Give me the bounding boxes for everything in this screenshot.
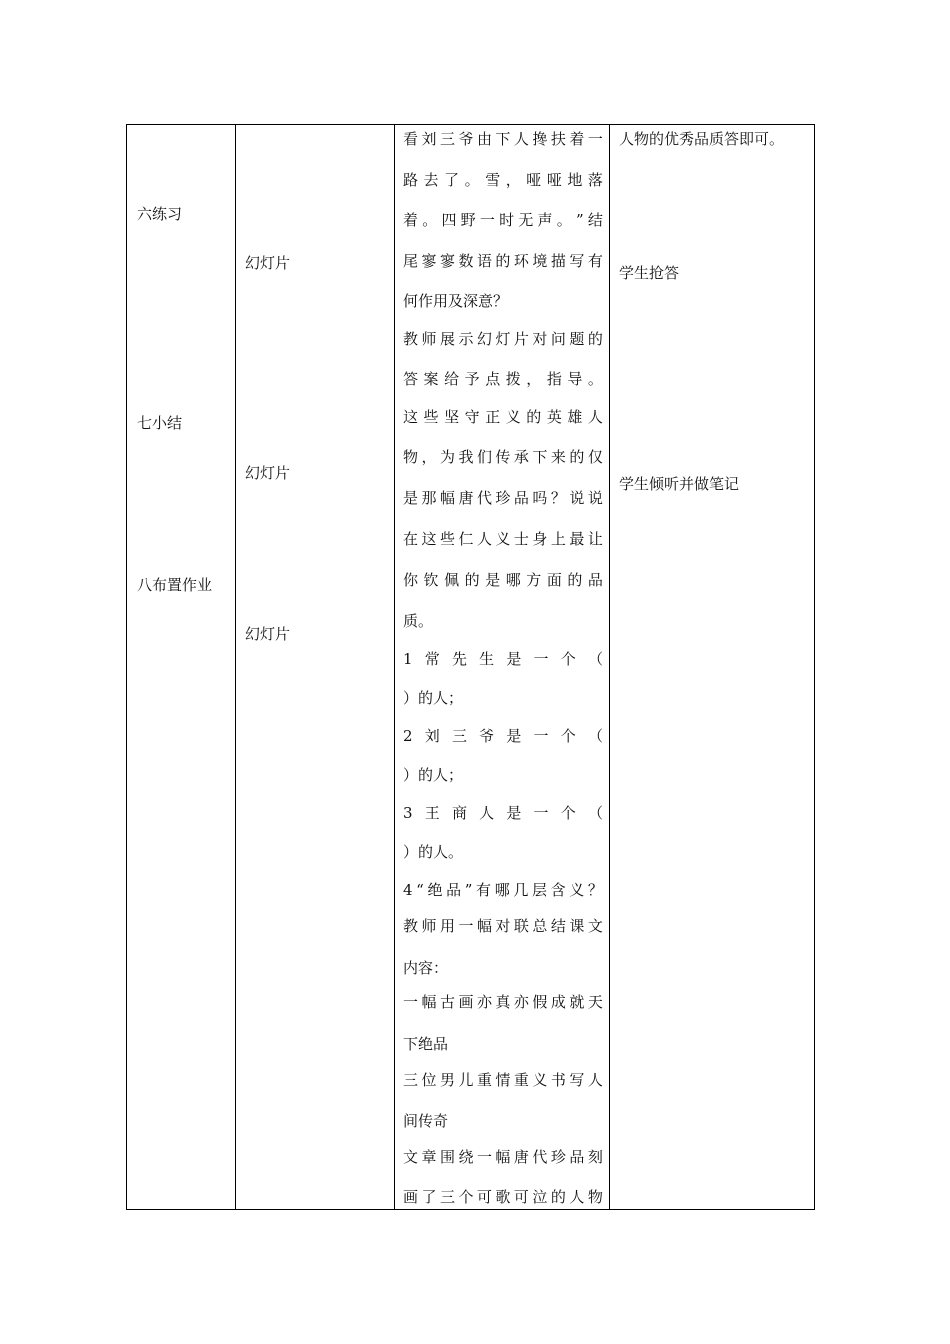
content-line: ）的人。 [403,843,464,861]
content-line: 3 王 商 人 是 一 个 （ [403,804,603,822]
content-line: ）的人； [403,689,464,707]
content-line: 是 那 幅 唐 代 珍 品 吗 ？ 说 说 [403,489,603,507]
content-line: 画 了 三 个 可 歌 可 泣 的 人 物 [403,1188,603,1206]
content-line: 三 位 男 儿 重 情 重 义 书 写 人 [403,1071,603,1089]
content-line: 质。 [403,612,434,630]
content-line: 在 这 些 仁 人 义 士 身 上 最 让 [403,530,603,548]
content-line: 看 刘 三 爷 由 下 人 搀 扶 着 一 [403,130,603,148]
content-line: 下绝品 [403,1035,449,1053]
stage-summary: 七小结 [137,414,183,432]
content-line: 你 钦 佩 的 是 哪 方 面 的 品 [403,571,603,589]
content-line: ）的人； [403,766,464,784]
column-divider [394,125,395,1209]
content-line: 着 。 四 野 一 时 无 声 。 ” 结 [403,211,603,229]
column-divider [609,125,610,1209]
content-line: 1 常 先 生 是 一 个 （ [403,650,603,668]
content-line: 物 ， 为 我 们 传 承 下 来 的 仅 [403,448,603,466]
content-line: 一 幅 古 画 亦 真 亦 假 成 就 天 [403,993,603,1011]
content-line: 路 去 了 。 雪 ， 哑 哑 地 落 [403,171,603,189]
content-line: 4 “ 绝 品 ” 有 哪 几 层 含 义 ？ [403,881,603,899]
content-line: 何作用及深意？ [403,292,509,310]
media-slides: 幻灯片 [245,625,291,643]
student-activity-note: 学生抢答 [619,264,680,282]
content-line: 文 章 围 绕 一 幅 唐 代 珍 品 刻 [403,1148,603,1166]
media-slides: 幻灯片 [245,464,291,482]
stage-practice: 六练习 [137,205,183,223]
content-line: 这 些 坚 守 正 义 的 英 雄 人 [403,408,603,426]
content-line: 尾 寥 寥 数 语 的 环 境 描 写 有 [403,252,603,270]
lesson-table [126,124,815,1210]
content-line: 教 师 用 一 幅 对 联 总 结 课 文 [403,917,603,935]
column-divider [235,125,236,1209]
content-line: 2 刘 三 爷 是 一 个 （ [403,727,603,745]
content-line: 教 师 展 示 幻 灯 片 对 问 题 的 [403,330,603,348]
student-activity-note: 人物的优秀品质答即可。 [619,130,785,148]
stage-homework: 八布置作业 [137,576,213,594]
content-line: 答 案 给 予 点 拨 ， 指 导 。 [403,370,603,388]
media-slides: 幻灯片 [245,254,291,272]
student-activity-note: 学生倾听并做笔记 [619,475,740,493]
content-line: 间传奇 [403,1112,449,1130]
content-line: 内容： [403,959,449,977]
